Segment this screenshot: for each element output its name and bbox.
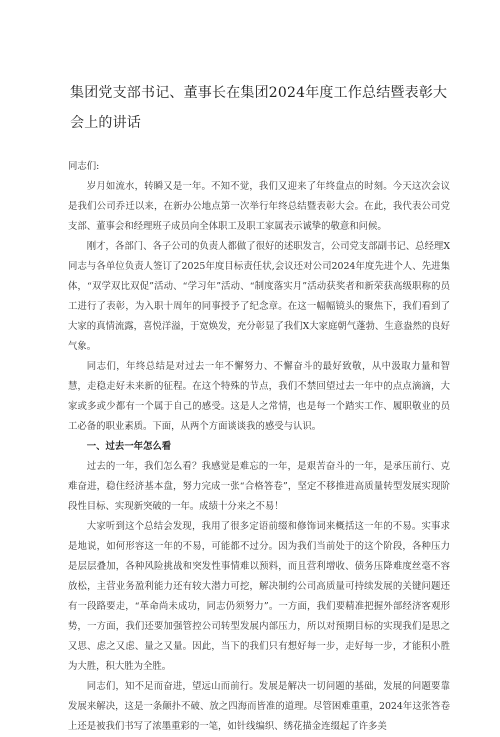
document-title: 集团党支部书记、董事长在集团2024年度工作总结暨表彰大会上的讲话 [70, 85, 448, 131]
paragraph-reflection: 同志们，年终总结是对过去一年不懈努力、不懈奋斗的最好致敬，从中汲取力量和智慧，走稳走好未来新的征程。在这个特殊的节点，我们不禁回望过去一年中的点点滴滴，大家或多或少都有一个属于自己的感受。这是人之常情，也是每一个踏实工作、履职敬业的员工必备的职业素质。下面，从两个方面谈谈我的感受与认识。 [68, 361, 450, 432]
paragraph-past-year: 过去的一年，我们怎么看？我感觉是难忘的一年，是艰苦奋斗的一年，是承压前行、克难奋进，稳住经济基本盘，努力完成一张“合格答卷”，坚定不移推进高质量转型发展实现阶段性目标、实现新突破的一年。成绩十分来之不易！ [68, 461, 450, 512]
salutation: 同志们: [68, 161, 100, 172]
paragraph-commendation: 刚才，各部门、各子公司的负责人都做了很好的述职发言，公司党支部副书记、总经理X同志与各单位负责人签订了2025年度目标责任状,会议还对公司2024年度先进个人、先进集体，“双学双比双促”活动、“学习年”活动、“制度落实月”活动获奖者和新荣获高级职称的员工进行了表彰，为入职十周年的同事授予了纪念章。在这一幅幅镜头的聚焦下，我们看到了大家的真情流露，喜悦洋溢，于宽焕发，充分彰显了我们X大家庭朝气蓬勃、生意盎然的良好气象。 [68, 241, 450, 352]
paragraph-development: 同志们，知不足而奋进，望远山而前行。发展是解决一切问题的基础，发展的问题要靠发展来解决，这是一条颠扑不破、放之四海而皆准的道理。尽管困难重重，2024年这张答卷上还是被我们书写了浓墨重彩的一笔，如针线编织、绣花描金连缀起了许多美 [68, 681, 450, 732]
document-body [68, 157, 450, 737]
paragraph-difficulties: 大家听到这个总结会发现，我用了很多定语前缀和修饰词来概括这一年的不易。实事求是地说，如何形容这一年的不易，可能都不过分。因为我们当前处于的这个阶段，各种压力是层层叠加，各种风险挑战和突发性事情难以预料，而且营利增收、债务压降难度丝毫不容放松，主营业务盈利能力还有较大潜力可挖，解决制约公司高质量可持续发展的关键问题还有一段路要走，“革命尚未成功，同志仍须努力”。一方面，我们要精准把握外部经济客观形势，一方面，我们还要加强管控公司转型发展内部压力，所以对预期目标的实现我们是思之又思、虑之又虑、量之又量。因此，当下的我们只有想好每一步，走好每一步，才能积小胜为大胜，积大胜为全胜。 [68, 521, 450, 672]
section-heading: 一、过去一年怎么看 [86, 441, 172, 452]
paragraph-opening: 岁月如流水，转瞬又是一年。不知不觉，我们又迎来了年终盘点的时刻。今天这次会议是我们公司乔迁以来，在新办公地点第一次举行年终总结暨表彰大会。在此，我代表公司党支部、董事会和经理班子成员向全体职工及职工家属表示诚挚的敬意和问候。 [68, 181, 450, 232]
